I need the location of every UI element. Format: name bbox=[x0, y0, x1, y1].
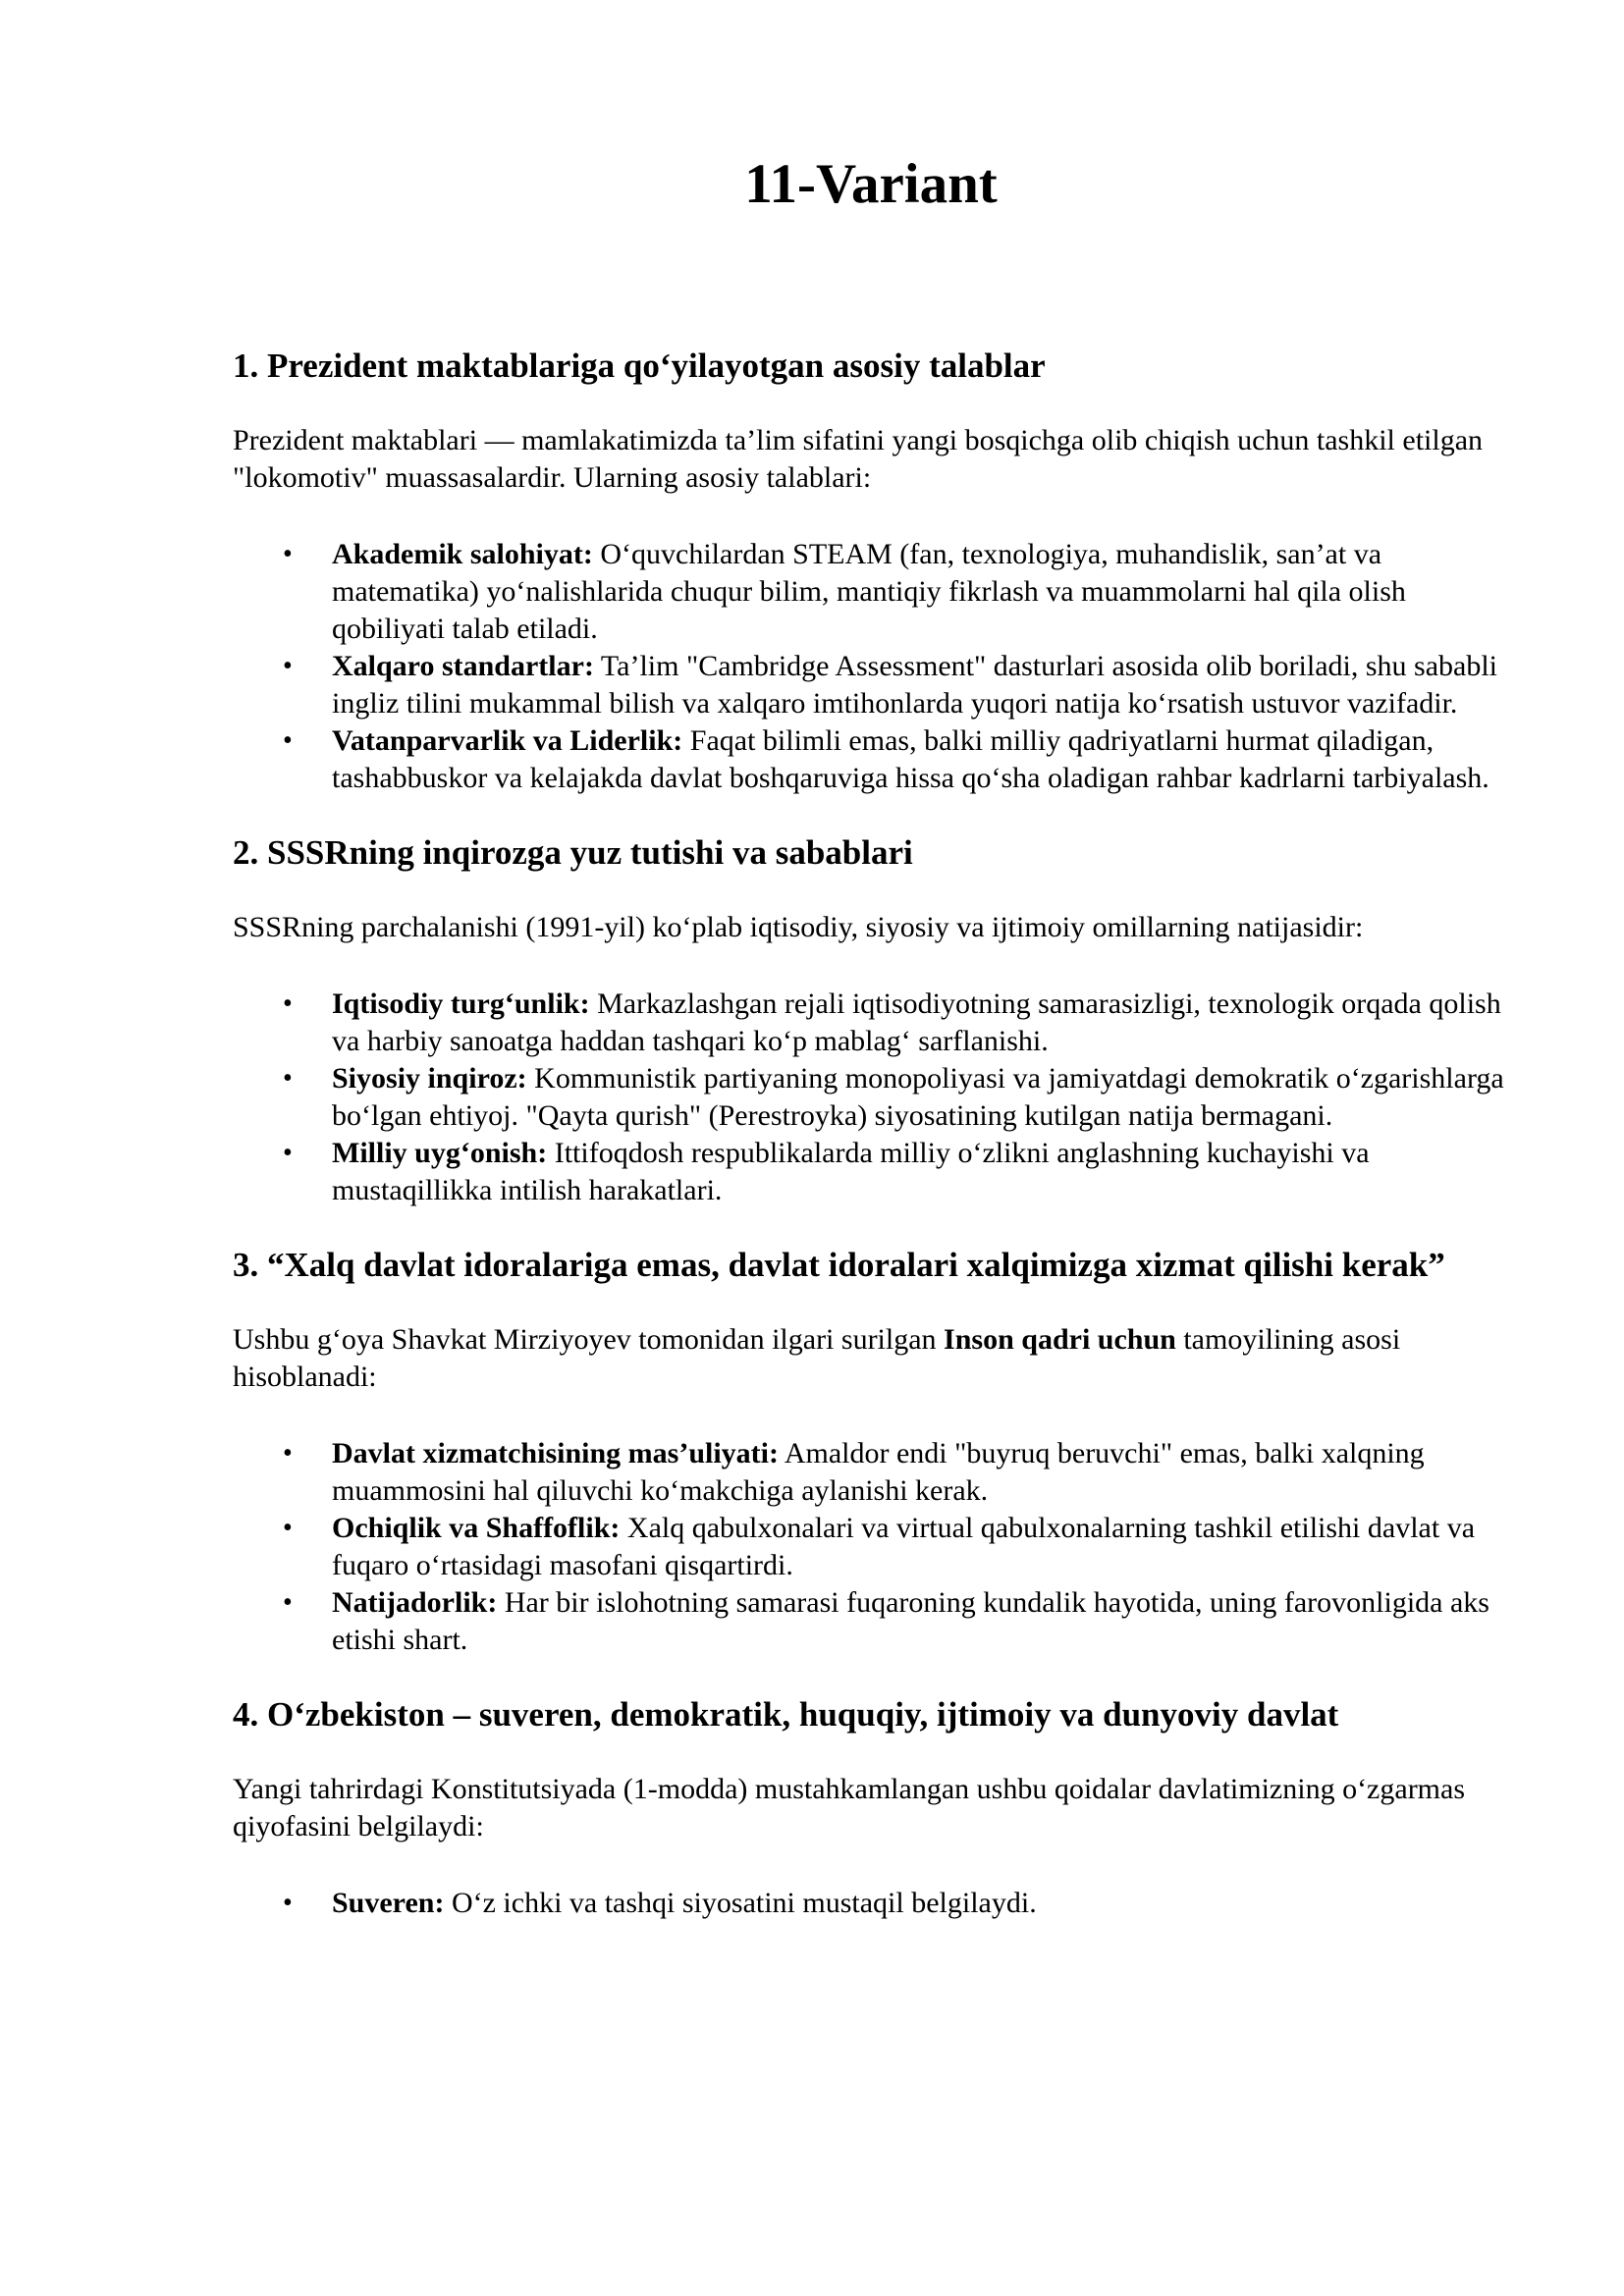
section-2 bbox=[233, 832, 1509, 1209]
list-item bbox=[233, 1885, 1509, 1922]
list-item bbox=[233, 648, 1509, 722]
item-text: Xalq qabulxonalari va virtual qabulxonalarning tashkil etilishi davlat va fuqaro o‘rtasidagi masofani qisqartirdi. bbox=[332, 1512, 1476, 1581]
bullet-icon: • bbox=[283, 1888, 293, 1918]
intro-text: Ushbu g‘oya Shavkat Mirziyoyev tomonidan ilgari surilgan bbox=[233, 1323, 945, 1356]
list-item bbox=[233, 986, 1509, 1060]
list-item bbox=[233, 1435, 1509, 1510]
section-heading: 2. SSSRning inqirozga yuz tutishi va sabablari bbox=[233, 833, 913, 872]
bullet-icon: • bbox=[283, 1063, 293, 1094]
item-label: Siyosiy inqiroz: bbox=[332, 1062, 527, 1095]
list-item bbox=[233, 1584, 1509, 1659]
item-text: Ittifoqdosh respublikalarda milliy o‘zlikni anglashning kuchayishi va mustaqillikka intilish harakatlari. bbox=[332, 1137, 1370, 1206]
item-label: Suveren: bbox=[332, 1887, 445, 1919]
section-heading: 3. “Xalq davlat idoralariga emas, davlat idoralari xalqimizga xizmat qilishi kerak” bbox=[233, 1246, 1445, 1284]
section-3 bbox=[233, 1245, 1509, 1659]
item-text: Ta’lim "Cambridge Assessment" dasturlari asosida olib boriladi, shu sababli ingliz tilini mukammal bilish va xalqaro imtihonlarda yuqori natija ko‘rsatish ustuvor vazifadir. bbox=[332, 650, 1497, 720]
item-label: Davlat xizmatchisining mas’uliyati: bbox=[332, 1437, 779, 1469]
bullet-list bbox=[233, 536, 1509, 797]
bullet-icon: • bbox=[283, 1138, 293, 1168]
section-intro: Prezident maktablari — mamlakatimizda ta’lim sifatini yangi bosqichga olib chiqish uchun tashkil etilgan "lokomotiv" muassasalardir. Ularning asosiy talablari: bbox=[233, 424, 1484, 494]
bullet-list bbox=[233, 1885, 1509, 1922]
section-1 bbox=[233, 346, 1509, 797]
list-item bbox=[233, 1060, 1509, 1135]
item-text: Kommunistik partiyaning monopoliyasi va jamiyatdagi demokratik o‘zgarishlarga bo‘lgan ehtiyoj. "Qayta qurish" (Perestroyka) siyosatining kutilgan natija bermagani. bbox=[332, 1062, 1504, 1132]
item-label: Iqtisodiy turg‘unlik: bbox=[332, 988, 590, 1020]
bullet-icon: • bbox=[283, 1587, 293, 1618]
section-4 bbox=[233, 1694, 1509, 1922]
item-text: Markazlashgan rejali iqtisodiyotning samarasizligi, texnologik orqada qolish va harbiy sanoatga haddan tashqari ko‘p mablag‘ sarflanishi. bbox=[332, 988, 1501, 1057]
list-item bbox=[233, 722, 1509, 797]
section-intro: Yangi tahrirdagi Konstitutsiyada (1-modda) mustahkamlangan ushbu qoidalar davlatimizning o‘zgarmas qiyofasini belgilaydi: bbox=[233, 1773, 1466, 1842]
item-text: Har bir islohotning samarasi fuqaroning kundalik hayotida, uning farovonligida aks etishi shart. bbox=[332, 1586, 1489, 1656]
list-item bbox=[233, 536, 1509, 648]
bullet-icon: • bbox=[283, 988, 293, 1019]
item-label: Ochiqlik va Shaffoflik: bbox=[332, 1512, 621, 1544]
document-body bbox=[233, 346, 1509, 1957]
item-label: Akademik salohiyat: bbox=[332, 538, 593, 570]
section-heading: 1. Prezident maktablariga qo‘yilayotgan asosiy talablar bbox=[233, 347, 1046, 385]
list-item bbox=[233, 1510, 1509, 1584]
bullet-icon: • bbox=[283, 651, 293, 681]
item-text: O‘z ichki va tashqi siyosatini mustaqil belgilaydi. bbox=[444, 1887, 1037, 1919]
bullet-icon: • bbox=[283, 1513, 293, 1543]
page-title: 11-Variant bbox=[744, 153, 998, 215]
bullet-list bbox=[233, 1435, 1509, 1659]
bullet-icon: • bbox=[283, 1438, 293, 1468]
item-text: Amaldor endi "buyruq beruvchi" emas, balki xalqning muammosini hal qiluvchi ko‘makchiga aylanishi kerak. bbox=[332, 1437, 1425, 1507]
bullet-list bbox=[233, 986, 1509, 1209]
item-text: O‘quvchilardan STEAM (fan, texnologiya, muhandislik, san’at va matematika) yo‘nalishlarida chuqur bilim, mantiqiy fikrlash va muammolarni hal qila olish qobiliyati talab etiladi. bbox=[332, 538, 1406, 645]
section-intro: SSSRning parchalanishi (1991-yil) ko‘plab iqtisodiy, siyosiy va ijtimoiy omillarning natijasidir: bbox=[233, 911, 1364, 943]
list-item bbox=[233, 1135, 1509, 1209]
item-label: Natijadorlik: bbox=[332, 1586, 498, 1619]
item-label: Vatanparvarlik va Liderlik: bbox=[332, 724, 683, 757]
intro-emphasis: Inson qadri uchun bbox=[944, 1323, 1176, 1356]
item-label: Milliy uyg‘onish: bbox=[332, 1137, 548, 1169]
intro-text: tamoyilining asosi hisoblanadi: bbox=[233, 1323, 1401, 1393]
bullet-icon: • bbox=[283, 725, 293, 756]
bullet-icon: • bbox=[283, 539, 293, 569]
item-text: Faqat bilimli emas, balki milliy qadriyatlarni hurmat qiladigan, tashabbuskor va kelajakda davlat boshqaruviga hissa qo‘sha oladigan rahbar kadrlarni tarbiyalash. bbox=[332, 724, 1489, 794]
item-label: Xalqaro standartlar: bbox=[332, 650, 594, 682]
section-intro bbox=[233, 1321, 1509, 1396]
section-heading: 4. O‘zbekiston – suveren, demokratik, huquqiy, ijtimoiy va dunyoviy davlat bbox=[233, 1695, 1339, 1734]
